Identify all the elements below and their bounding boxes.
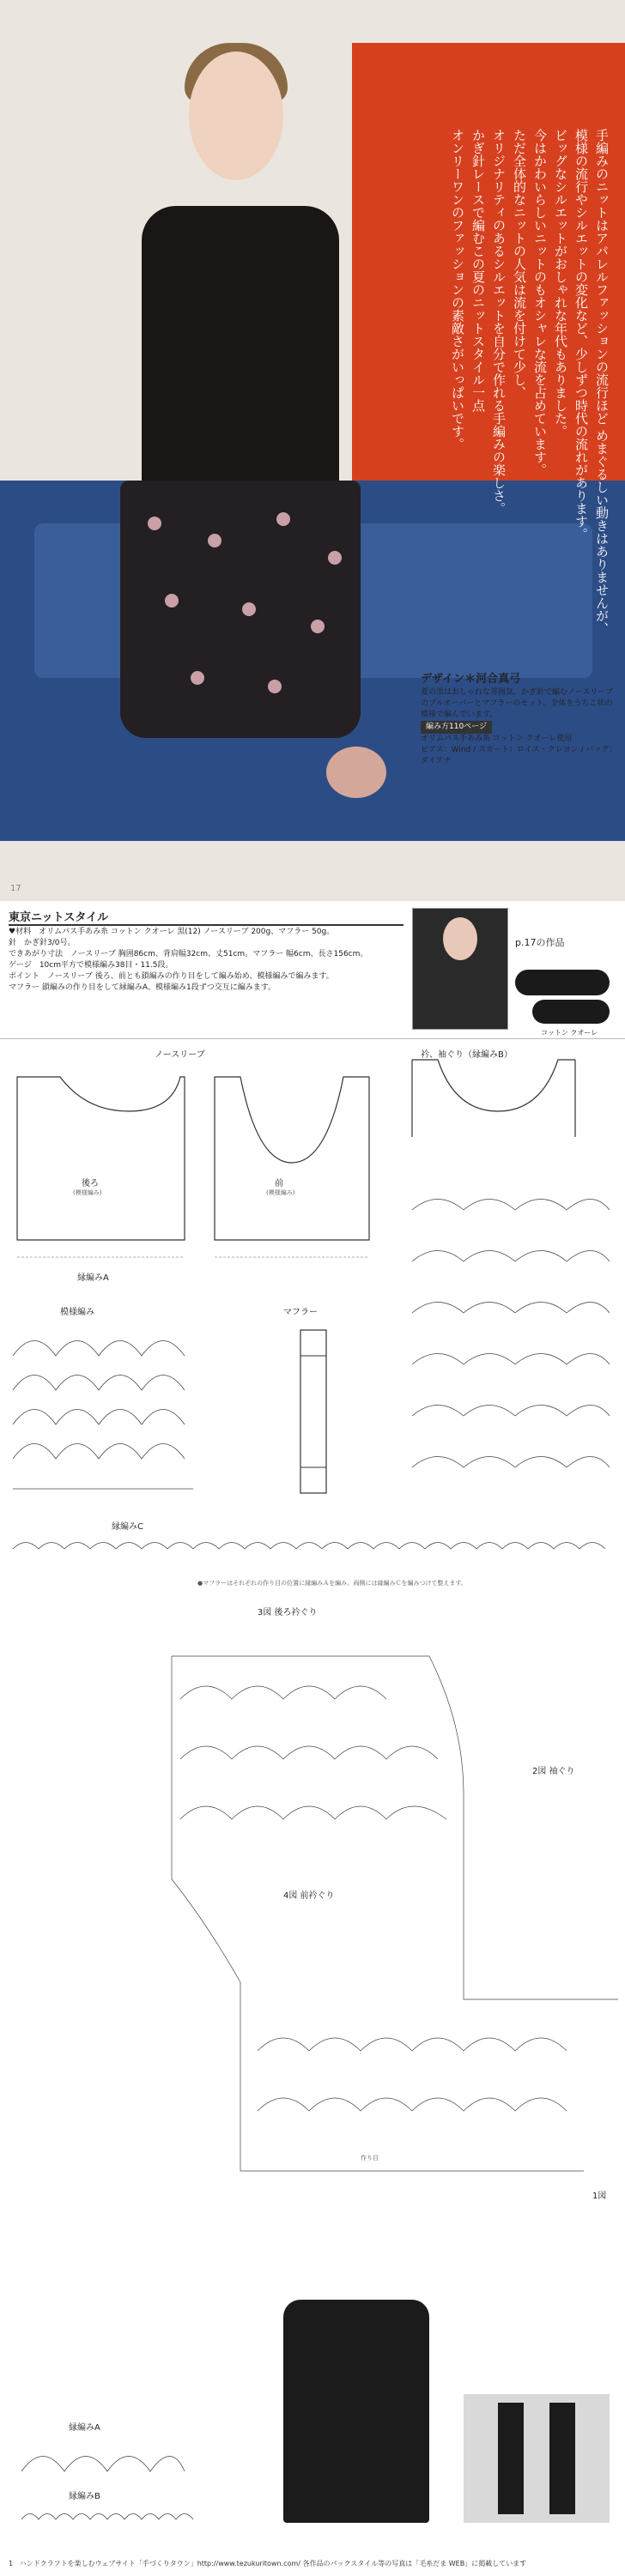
point-line: ポイント ノースリーブ 後ろ、前とも鎖編みの作り目をして編み始め、模様編みで編みます。 [9,972,334,981]
nosleeve-label: ノースリーブ [155,1050,205,1060]
edging-a2-label: 縁編みA [69,2423,100,2433]
muffler-schematic [283,1321,361,1502]
size-line: できあがり寸法 ノースリーブ 胸囲86cm、背肩幅32cm、丈51cm。マフラー 幅6cm、長さ156cm。 [9,950,368,958]
thumb-face [443,917,477,960]
brand-title: 東京ニットスタイル [9,908,404,926]
muffler-end-1 [498,2403,524,2514]
bow-pattern [120,481,361,738]
muffler-photo [464,2394,610,2523]
designer-name: デザイン＊河合真弓 [421,673,521,686]
page-badge: 編み方110ページ [421,721,492,734]
photo-caption [421,674,618,767]
muffler-line: マフラー 鎖編みの作り目をして縁編みA、模様編み1段ずつ交互に編みます。 [9,983,276,992]
materials-block [9,927,404,994]
caption-credits: オリムパス手あみ糸 コットン クオーレ使用 [421,735,573,743]
front-sublabel: (模様編み) [266,1189,295,1196]
armhole-label: 2図 袖ぐり [532,1767,575,1776]
edging-a-chart [17,2437,189,2480]
edging-a-label: 縁編みA [77,1273,109,1283]
materials-line: ♥材料 オリムパス手あみ糸 コットン クオーレ 黒(12) ノースリーブ 200g、マフラー 50g。 [9,928,335,936]
needle-line: 針 かぎ針3/0号。 [9,939,76,947]
armhole-stitch-chart [404,1184,618,1502]
model-face [189,51,283,180]
neck-arm-label: 衿、袖ぐり（縁編みB） [421,1050,513,1060]
vertical-text-7: かぎ針レースで編むこの夏のニットスタイル一点 [470,129,486,412]
edging-b2-label: 縁編みB [69,2492,100,2501]
muffler-note: ●マフラーはそれぞれの作り目の位置に縁編みＡを編み、両側には縁編みＣを編みつけて整えます。 [197,1580,467,1587]
vertical-text-6: オリジナリティのあるシルエットを自分で作れる手編みの楽しさ。 [491,129,507,515]
yarn-skein [515,970,610,995]
footer-page-number: 1 [9,2560,14,2567]
photo-section [0,0,625,901]
caption-body: 夏の黒はおしゃれな雰囲気。かぎ針で編むノースリーブのプルオーバーとマフラーのセット。全体をうちこ状の模様で編んでいます。 [421,688,613,719]
beaded-bag [326,747,386,798]
muffler-end-2 [549,2403,575,2514]
instructions-section [0,901,625,2531]
thumbnail-photo [412,908,508,1030]
caption-items: ピアス：Wind / スカート：ロイス・クレヨン / バッグ：ダイアナ [421,746,617,765]
muffler-label: マフラー [283,1308,318,1317]
pattern-stitch-chart [9,1321,206,1493]
fig1-label: 1図 [592,2192,607,2201]
start-label: 作り目 [361,2155,379,2162]
back-label: 後ろ [82,1179,99,1188]
back-neck-label: 3図 後ろ衿ぐり [258,1608,318,1618]
vertical-text-8: オンリーワンのファッションの素敵さがいっぱいです。 [450,129,465,450]
footer-text: ハンドクラフトを楽しむウェブサイト「手づくりタウン」http://www.tezukuritown.com/ 各作品のパックスタイル等の写真は「毛糸だま WEB」に掲載しています [19,2560,527,2567]
edging-c-chart [9,1532,610,1557]
vertical-text-2: 模様の流行やシルエットの変化など、少しずつ時代の流れがあります。 [573,129,589,541]
back-sublabel: (模様編み) [73,1189,102,1196]
yarn-skein-2 [532,1000,610,1024]
front-neck-label: 4図 前衿ぐり [283,1891,335,1901]
edging-b-chart [17,2504,206,2525]
large-stitch-chart [103,1622,618,2222]
vertical-text-1: 手編みのニットはアパレルファッションの流行ほど めまぐるしい動きはありませんが、 [594,129,610,635]
pattern-label: 模様編み [60,1308,94,1317]
divider [0,1038,625,1039]
gauge-line: ゲージ 10cm平方で模様編み38目・11.5段。 [9,961,173,970]
edging-c-label: 縁編みC [112,1522,143,1532]
tulle-skirt [120,481,361,738]
vertical-text-4: 今はかわいらしいニットのもオシャレな流を占めています。 [532,129,548,476]
vertical-text-5: ただ全体的なニットの人気は流を付けて少し、 [512,129,527,399]
vertical-text-3: ビッグなシルエットがおしゃれな年代もありました。 [553,129,568,438]
finished-top-photo [283,2300,429,2523]
page-footer [9,2559,618,2568]
work-number: p.17の作品 [515,937,565,948]
yarn-caption: コットン クオーレ [541,1029,598,1037]
front-label: 前 [275,1179,283,1188]
page-number: 17 [10,884,21,893]
